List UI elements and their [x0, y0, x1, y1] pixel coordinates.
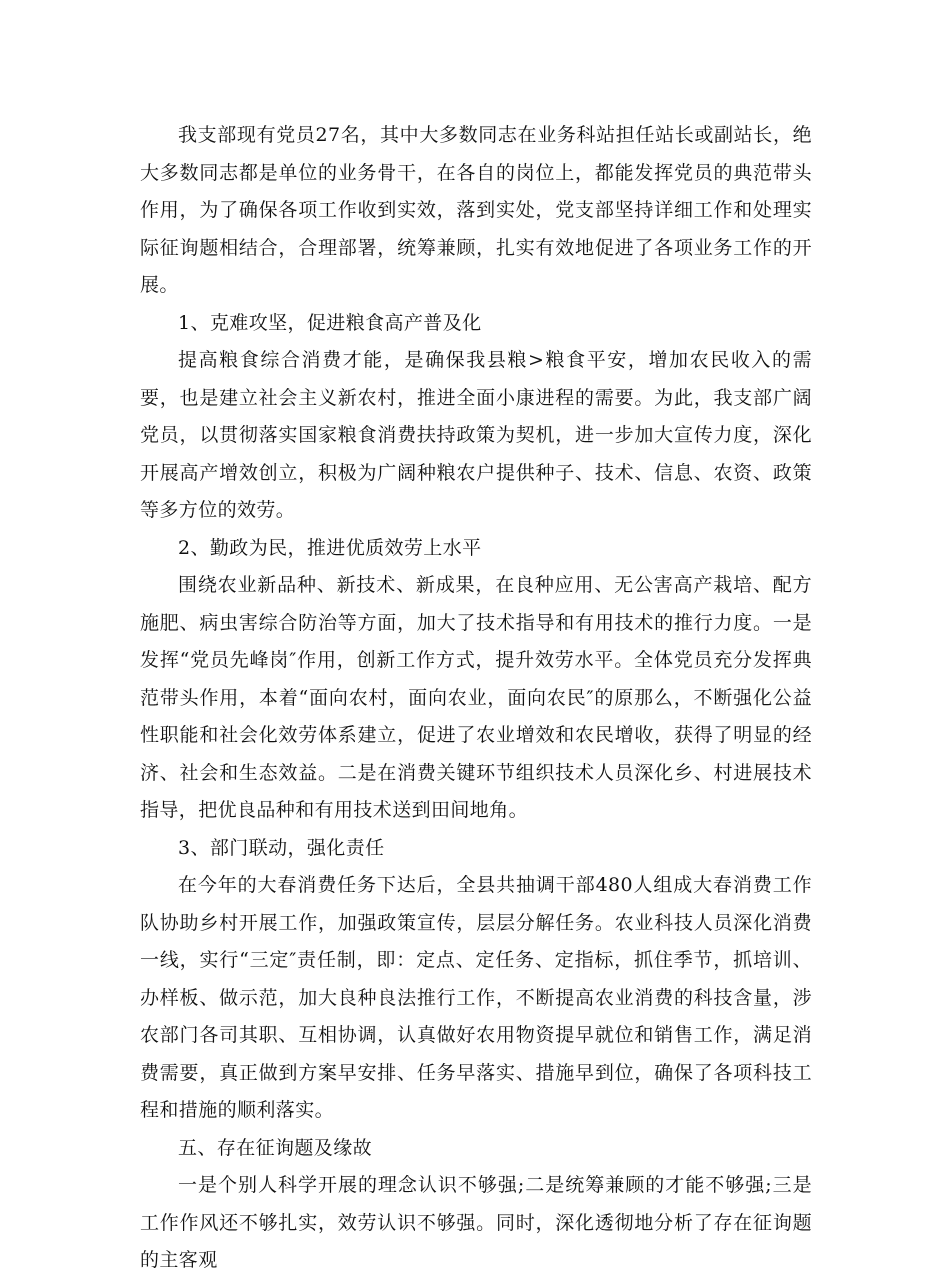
section-heading-1: 1、克难攻坚，促进粮食高产普及化 [178, 311, 482, 334]
document-body [140, 117, 812, 1280]
section-paragraph-4: 一是个别人科学开展的理念认识不够强;二是统筹兼顾的才能不够强;三是工作作风还不够扎实，效劳认识不够强。同时，深化透彻地分析了存在征询题的主客观 [140, 1174, 812, 1271]
intro-paragraph: 我支部现有党员27名，其中大多数同志在业务科站担任站长或副站长，绝大多数同志都是单位的业务骨干，在各自的岗位上，都能发挥党员的典范带头作用，为了确保各项工作收到实效，落到实处，党支部坚持详细工作和处理实际征询题相结合，合理部署，统筹兼顾，扎实有效地促进了各项业务工作的开展。 [140, 124, 812, 296]
section-paragraph-1: 提高粮食综合消费才能，是确保我县粮>粮食平安，增加农民收入的需要，也是建立社会主义新农村，推进全面小康进程的需要。为此，我支部广阔党员，以贯彻落实国家粮食消费扶持政策为契机，进一步加大宣传力度，深化开展高产增效创立，积极为广阔种粮农户提供种子、技术、信息、农资、政策等多方位的效劳。 [140, 349, 812, 521]
section-heading-3: 3、部门联动，强化责任 [178, 836, 385, 859]
section-heading-4: 五、存在征询题及缘故 [178, 1136, 373, 1159]
section-heading-2: 2、勤政为民，推进优质效劳上水平 [178, 536, 482, 559]
section-paragraph-3: 在今年的大春消费任务下达后，全县共抽调干部480人组成大春消费工作队协助乡村开展工作，加强政策宣传，层层分解任务。农业科技人员深化消费一线，实行“三定″责任制，即：定点、定任务、定指标，抓住季节，抓培训、办样板、做示范，加大良种良法推行工作，不断提高农业消费的科技含量，涉农部门各司其职、互相协调，认真做好农用物资提早就位和销售工作，满足消费需要，真正做到方案早安排、任务早落实、措施早到位，确保了各项科技工程和措施的顺利落实。 [140, 874, 812, 1121]
section-paragraph-2: 围绕农业新品种、新技术、新成果，在良种应用、无公害高产栽培、配方施肥、病虫害综合防治等方面，加大了技术指导和有用技术的推行力度。一是发挥“党员先峰岗″作用，创新工作方式，提升效劳水平。全体党员充分发挥典范带头作用，本着“面向农村，面向农业，面向农民″的原那么，不断强化公益性职能和社会化效劳体系建立，促进了农业增效和农民增收，获得了明显的经济、社会和生态效益。二是在消费关键环节组织技术人员深化乡、村进展技术指导，把优良品种和有用技术送到田间地角。 [140, 574, 812, 821]
